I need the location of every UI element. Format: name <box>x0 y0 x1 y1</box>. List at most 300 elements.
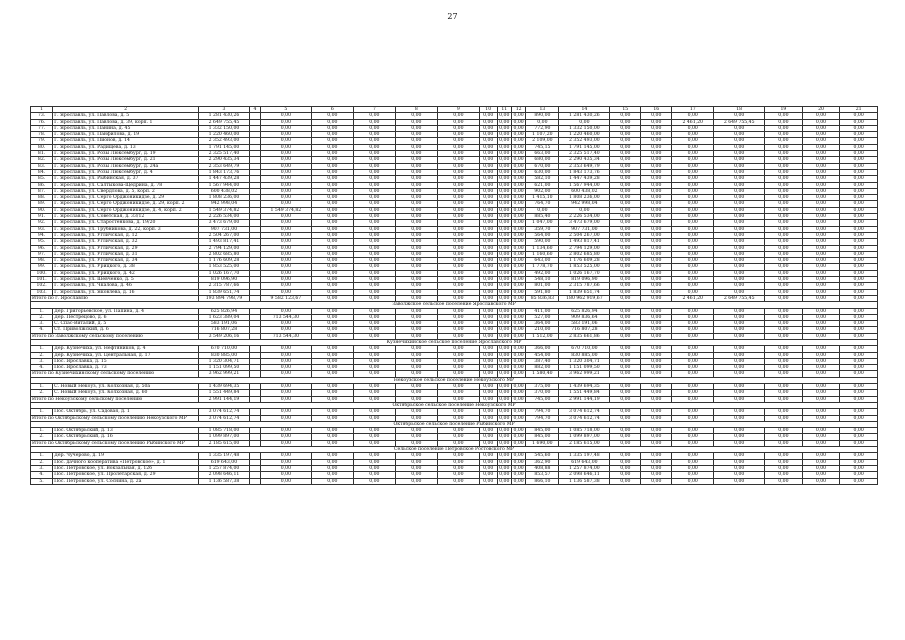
table-cell: 0,00 <box>610 157 641 163</box>
table-cell: 0,00 <box>497 283 511 289</box>
table-cell: 0,00 <box>497 182 511 188</box>
table-cell: 0,00 <box>497 151 511 157</box>
table-cell: 0,00 <box>765 396 803 402</box>
table-cell: Ст. Приволжский, д. 6 <box>53 327 199 333</box>
table-cell: 0,00 <box>511 125 525 131</box>
table-cell: 1 853 525,00 <box>199 264 250 270</box>
table-cell: 0,00 <box>511 182 525 188</box>
table-cell: 830 885,00 <box>559 352 610 358</box>
table-cell: 0,00 <box>672 327 714 333</box>
table-cell: Пос. Октябрьский, д. 13 <box>53 428 199 434</box>
table-cell: 2 226 534,00 <box>199 214 250 220</box>
table-cell: 0,00 <box>497 251 511 257</box>
table-cell: 0,00 <box>641 232 672 238</box>
table-cell: 0,00 <box>641 157 672 163</box>
table-cell: 0,00 <box>802 270 840 276</box>
table-cell: 0,00 <box>437 251 479 257</box>
table-cell: 0,00 <box>497 333 511 339</box>
table-cell: 2 794 129,00 <box>559 245 610 251</box>
table-cell: 0,00 <box>260 270 311 276</box>
table-cell: Г. Ярославль, ул. Угличская, д. 12 <box>53 232 199 238</box>
table-cell: 0,00 <box>437 182 479 188</box>
table-cell: 0,00 <box>802 258 840 264</box>
table-cell: 0,00 <box>610 163 641 169</box>
table-cell: 13 <box>526 107 559 113</box>
table-cell: 0,00 <box>802 125 840 131</box>
table-cell: 0,00 <box>610 220 641 226</box>
table-cell: 0,00 <box>353 327 395 333</box>
table-cell: 0,00 <box>802 119 840 125</box>
table-cell: 0,00 <box>311 138 353 144</box>
table-cell: 801,00 <box>526 283 559 289</box>
table-cell: 0,00 <box>610 346 641 352</box>
table-cell: 0,00 <box>765 409 803 415</box>
table-cell: 0,00 <box>672 132 714 138</box>
table-cell: 2 226 534,00 <box>559 214 610 220</box>
table-cell: 0,00 <box>840 207 878 213</box>
table-cell: 0,00 <box>641 195 672 201</box>
table-cell: 0,00 <box>672 163 714 169</box>
table-cell: Г. Ярославль, ул. Панина, д. 45 <box>53 125 199 131</box>
table-cell: 0,00 <box>641 138 672 144</box>
table-cell: 0,00 <box>395 472 437 478</box>
table-cell: 0,00 <box>714 195 765 201</box>
table-cell: 0,00 <box>714 157 765 163</box>
table-cell: 0,00 <box>672 314 714 320</box>
table-cell: 0,00 <box>672 283 714 289</box>
table-cell: 0,00 <box>479 195 497 201</box>
table-cell: 0,00 <box>353 157 395 163</box>
table-cell: 670,00 <box>526 163 559 169</box>
table-cell: 0,00 <box>497 270 511 276</box>
table-cell: 0,00 <box>765 295 803 301</box>
table-cell: 0,00 <box>260 384 311 390</box>
table-cell: 907 731,00 <box>559 226 610 232</box>
table-cell: 0,00 <box>353 371 395 377</box>
table-cell: 0,00 <box>479 157 497 163</box>
table-cell: 1 134,60 <box>526 245 559 251</box>
table-cell: 0,00 <box>497 176 511 182</box>
table-cell: 0,00 <box>610 371 641 377</box>
table-cell: 0,00 <box>479 132 497 138</box>
table-cell: 0,00 <box>511 358 525 364</box>
table-cell: 0,00 <box>714 232 765 238</box>
table-cell: 670 710,00 <box>199 346 250 352</box>
table-cell: 2 185 615,00 <box>199 440 250 446</box>
table-cell: 20 <box>802 107 840 113</box>
table-cell: 0,00 <box>802 220 840 226</box>
table-cell: 0,00 <box>437 465 479 471</box>
table-cell: 0,00 <box>437 232 479 238</box>
table-cell: 0,00 <box>802 232 840 238</box>
table-cell: 0,00 <box>641 214 672 220</box>
table-cell: 0,00 <box>479 144 497 150</box>
table-cell: 0,00 <box>802 226 840 232</box>
table-cell: Г. Ярославль, ул. Панфилова, д. 19 <box>53 132 199 138</box>
table-cell: 0,00 <box>260 415 311 421</box>
table-cell: 0,00 <box>353 277 395 283</box>
table-cell: 0,00 <box>395 201 437 207</box>
table-cell: 0,00 <box>479 415 497 421</box>
table-cell: 600 438,02 <box>559 188 610 194</box>
table-cell: 0,00 <box>802 440 840 446</box>
table-cell: 0,00 <box>479 314 497 320</box>
table-cell: 0,00 <box>765 277 803 283</box>
table-cell: 0,00 <box>840 465 878 471</box>
table-cell: 0,00 <box>479 327 497 333</box>
table-cell: 0,00 <box>311 321 353 327</box>
table-cell: 0,00 <box>311 176 353 182</box>
table-cell: 0,00 <box>610 195 641 201</box>
table-cell: 0,00 <box>353 409 395 415</box>
table-cell: 3 074 612,74 <box>199 415 250 421</box>
table-cell: 0,00 <box>311 182 353 188</box>
table-cell: 0,00 <box>497 220 511 226</box>
table-cell: 3 074 612,74 <box>559 415 610 421</box>
table-cell: 0,00 <box>840 232 878 238</box>
table-cell: Г. Ярославль, ул. Серго Орджоникидзе, д. 4, корп. 2 <box>53 207 199 213</box>
table-cell: 0,00 <box>526 119 559 125</box>
table-cell: 0,00 <box>714 396 765 402</box>
table-cell: 0,00 <box>714 434 765 440</box>
table-cell: 0,00 <box>672 321 714 327</box>
capital-repair-table <box>30 106 878 485</box>
table-cell: 0,00 <box>802 465 840 471</box>
table-cell: 0,00 <box>511 459 525 465</box>
table-cell: 0,00 <box>672 390 714 396</box>
table-cell: 1 549 374,82 <box>199 207 250 213</box>
table-cell: 0,00 <box>260 182 311 188</box>
table-cell: 81. <box>31 151 53 157</box>
table-cell: Г. Ярославль, ул. Розы Люксембург, д. 24а <box>53 163 199 169</box>
table-cell: 0,00 <box>511 201 525 207</box>
table-cell: 0,00 <box>610 232 641 238</box>
table-cell: 0,00 <box>497 264 511 270</box>
table-cell: 0,00 <box>802 264 840 270</box>
table-cell: 0,00 <box>610 239 641 245</box>
table-cell: 0,00 <box>802 113 840 119</box>
table-cell: 0,00 <box>311 214 353 220</box>
table-cell: 0,00 <box>395 195 437 201</box>
table-cell: 0,00 <box>511 327 525 333</box>
table-cell: 0,00 <box>765 472 803 478</box>
table-cell: 0,00 <box>672 371 714 377</box>
table-cell: 0,00 <box>672 277 714 283</box>
table-cell: 0,00 <box>395 352 437 358</box>
table-cell: 0,00 <box>511 428 525 434</box>
table-cell: 0,00 <box>437 201 479 207</box>
table-cell: 19 <box>765 107 803 113</box>
table-cell: 0,00 <box>802 428 840 434</box>
table-cell: 0,00 <box>353 295 395 301</box>
table-cell: 0,00 <box>437 371 479 377</box>
table-cell: 2 315 787,66 <box>199 283 250 289</box>
table-cell: 0,00 <box>714 251 765 257</box>
table-cell: Итого по Кузнечихинскому сельскому поселению <box>31 371 199 377</box>
table-cell: 9 582 123,67 <box>260 295 311 301</box>
table-cell: 0,00 <box>511 440 525 446</box>
table-cell: 1. <box>31 308 53 314</box>
table-cell: 0,00 <box>802 396 840 402</box>
table-cell: 0,00 <box>353 283 395 289</box>
table-cell: 545,60 <box>526 453 559 459</box>
table-cell: 0,00 <box>765 232 803 238</box>
table-cell: 0,00 <box>260 163 311 169</box>
table-cell: 0,00 <box>641 163 672 169</box>
table-cell: 0,00 <box>672 245 714 251</box>
table-cell: 0,00 <box>311 371 353 377</box>
table-cell: 1 551 449,84 <box>559 390 610 396</box>
table-body <box>31 107 878 485</box>
table-cell: 0,00 <box>260 365 311 371</box>
table-cell: 0,00 <box>395 371 437 377</box>
table-cell: 4. <box>31 327 53 333</box>
table-cell: 0,00 <box>260 264 311 270</box>
table-cell: 0,00 <box>497 390 511 396</box>
table-cell: 0,00 <box>802 478 840 484</box>
table-cell: 90. <box>31 207 53 213</box>
table-cell: 0,00 <box>311 384 353 390</box>
table-cell: 0,00 <box>395 384 437 390</box>
table-cell: Г. Ярославль, ул. Урицкого, д. 42 <box>53 270 199 276</box>
table-cell: 6 <box>311 107 353 113</box>
table-cell: 2 325 517,40 <box>199 151 250 157</box>
table-cell: Г. Ярославль, ул. Советская, д. 33/12 <box>53 214 199 220</box>
table-cell: 0,00 <box>714 459 765 465</box>
table-cell: 0,00 <box>641 308 672 314</box>
table-cell: 0,00 <box>714 358 765 364</box>
table-cell: 794,70 <box>526 409 559 415</box>
table-cell: 2 185 615,00 <box>559 440 610 446</box>
table-cell: 0,00 <box>511 113 525 119</box>
table-cell: 0,00 <box>802 333 840 339</box>
table-cell: 0,00 <box>260 119 311 125</box>
table-cell: 0,00 <box>610 125 641 131</box>
table-cell: 0,00 <box>311 465 353 471</box>
table-cell: 0,00 <box>641 390 672 396</box>
table-cell: 1 567 944,00 <box>559 182 610 188</box>
table-cell: 78. <box>31 132 53 138</box>
table-cell: 0,00 <box>672 258 714 264</box>
table-cell: 0,00 <box>765 333 803 339</box>
table-cell: 0,00 <box>641 384 672 390</box>
table-cell: 0,00 <box>479 333 497 339</box>
table-cell: 0,00 <box>479 264 497 270</box>
table-cell: 0,00 <box>765 182 803 188</box>
table-cell: 0,00 <box>765 207 803 213</box>
table-cell: 0,00 <box>395 453 437 459</box>
table-cell: 0,00 <box>641 321 672 327</box>
table-cell: Г. Ярославль, ул. Чкалова, д. 46 <box>53 283 199 289</box>
table-cell: 0,00 <box>765 321 803 327</box>
table-cell: 0,00 <box>765 138 803 144</box>
table-cell: 1 136 587,38 <box>559 478 610 484</box>
table-cell: 0,00 <box>260 195 311 201</box>
table-cell: 0,00 <box>511 478 525 484</box>
table-cell: 0,00 <box>714 113 765 119</box>
table-cell: 0,00 <box>765 195 803 201</box>
table-cell: 0,00 <box>610 333 641 339</box>
table-cell: 680,00 <box>526 157 559 163</box>
table-cell: 0,00 <box>641 270 672 276</box>
table-cell: 564,00 <box>526 232 559 238</box>
table-cell: 0,00 <box>672 138 714 144</box>
table-cell: 2 098 646,11 <box>199 472 250 478</box>
table-cell: 0,00 <box>714 472 765 478</box>
table-cell: 0,00 <box>479 258 497 264</box>
table-cell: 0,00 <box>260 220 311 226</box>
table-cell: 387,40 <box>526 358 559 364</box>
table-cell: 0,00 <box>610 245 641 251</box>
table-cell: 0,00 <box>714 277 765 283</box>
table-cell: 0,00 <box>840 277 878 283</box>
table-cell: 0,00 <box>497 365 511 371</box>
table-cell: 0,00 <box>802 308 840 314</box>
table-cell: 0,00 <box>765 220 803 226</box>
table-cell: 0,00 <box>765 289 803 295</box>
table-cell: 0,00 <box>311 472 353 478</box>
table-cell: 0,00 <box>479 440 497 446</box>
table-cell: 0,00 <box>672 365 714 371</box>
table-cell: Г. Ярославль, ул. Серго Орджоникидзе, д. 29 <box>53 195 199 201</box>
table-cell: 0,00 <box>714 226 765 232</box>
table-cell: 0,00 <box>497 465 511 471</box>
table-cell: 0,00 <box>802 409 840 415</box>
table-cell: 0,00 <box>802 472 840 478</box>
table-cell: 0,00 <box>714 264 765 270</box>
table-cell: 3 962 999,21 <box>559 371 610 377</box>
table-cell: 0,00 <box>840 163 878 169</box>
table-cell: 0,00 <box>311 151 353 157</box>
page-number: 27 <box>447 12 458 21</box>
table-cell: 0,00 <box>714 132 765 138</box>
table-cell: 0,00 <box>395 308 437 314</box>
table-cell: Г. Ярославль, ул. Серго Орджоникидзе, д. 29, корп. 2 <box>53 201 199 207</box>
table-cell: 0,00 <box>437 214 479 220</box>
table-cell: 0,00 <box>497 188 511 194</box>
table-cell: 0,00 <box>497 415 511 421</box>
table-cell: 0,00 <box>840 258 878 264</box>
table-cell: 0,00 <box>260 327 311 333</box>
table-cell: 0,00 <box>672 346 714 352</box>
table-cell: 1 549 374,82 <box>260 207 311 213</box>
table-cell: 0,00 <box>672 409 714 415</box>
table-cell: 582,10 <box>526 176 559 182</box>
table-cell: Дер. Чучерово, д. 19 <box>53 453 199 459</box>
table-cell: 84. <box>31 169 53 175</box>
table-cell: 0,00 <box>765 384 803 390</box>
table-cell: 1 281 430,26 <box>199 113 250 119</box>
table-cell: 0,00 <box>511 245 525 251</box>
table-cell: 548,10 <box>526 277 559 283</box>
table-cell: 0,00 <box>802 182 840 188</box>
table-cell: 1 047,00 <box>526 220 559 226</box>
table-cell: 0,00 <box>311 453 353 459</box>
table-cell: 0,00 <box>311 314 353 320</box>
table-cell: 0,00 <box>511 321 525 327</box>
table-cell: 1 335 197,48 <box>559 453 610 459</box>
table-cell: 0,00 <box>479 409 497 415</box>
table-cell: Г. Ярославль, ул. Старостенкова, д. 19/20 <box>53 220 199 226</box>
table-cell: 3 074 612,74 <box>559 409 610 415</box>
table-cell: Заволжское сельское поселение Ярославского МР <box>31 302 878 308</box>
table-cell: 0,00 <box>672 270 714 276</box>
table-cell: 0,00 <box>511 352 525 358</box>
table-cell: 0,00 <box>765 390 803 396</box>
table-cell: 1 151 099,50 <box>199 365 250 371</box>
table-cell: Кузнечихинское сельское поселение Ярославского МР <box>31 339 878 345</box>
table-cell: 0,00 <box>641 314 672 320</box>
table-cell: 0,00 <box>802 321 840 327</box>
table-cell: Дер. Пестрецово, д. 6 <box>53 314 199 320</box>
table-cell: 0,00 <box>479 119 497 125</box>
table-cell: 0,00 <box>311 283 353 289</box>
table-cell: 364,00 <box>526 321 559 327</box>
table-cell <box>249 478 260 484</box>
table-cell: 0,00 <box>714 138 765 144</box>
table-cell: 0,00 <box>765 327 803 333</box>
table-cell: 0,00 <box>353 428 395 434</box>
table-cell: 0,00 <box>610 321 641 327</box>
table-cell: 0,00 <box>395 358 437 364</box>
table-cell: 1 551 449,84 <box>199 390 250 396</box>
table-cell: 0,00 <box>395 251 437 257</box>
table-cell: 0,00 <box>840 176 878 182</box>
table-cell: 0,00 <box>395 390 437 396</box>
table-cell: 0,00 <box>802 188 840 194</box>
table-cell: 0,00 <box>672 264 714 270</box>
table-cell: 0,00 <box>672 176 714 182</box>
table-cell: Итого по Некоузскому сельскому поселению <box>31 396 199 402</box>
table-cell: 0,00 <box>511 207 525 213</box>
table-cell: 0,00 <box>353 264 395 270</box>
table-cell: 0,00 <box>437 453 479 459</box>
table-cell: 0,00 <box>641 295 672 301</box>
table-cell: 0,00 <box>395 440 437 446</box>
table-cell: 0,00 <box>641 132 672 138</box>
table-cell: Октябрьское сельское поселение Рыбинского МР <box>31 421 878 427</box>
table-cell: 0,00 <box>802 327 840 333</box>
table-cell: 1 808 236,00 <box>559 195 610 201</box>
table-cell: 0,00 <box>353 333 395 339</box>
table-cell: 0,00 <box>353 163 395 169</box>
table-cell: 0,00 <box>765 434 803 440</box>
table-cell: 1. <box>31 428 53 434</box>
table-cell: 0,00 <box>641 201 672 207</box>
table-cell: 0,00 <box>641 188 672 194</box>
table-cell: 14 <box>559 107 610 113</box>
table-cell: 1 580,40 <box>526 371 559 377</box>
table-cell: 0,00 <box>353 176 395 182</box>
table-cell: 86. <box>31 182 53 188</box>
table-cell: 0,00 <box>260 188 311 194</box>
table-cell: 0,00 <box>610 283 641 289</box>
table-cell: 0,00 <box>353 434 395 440</box>
table-cell: 713 544,30 <box>260 333 311 339</box>
table-cell: 0,00 <box>479 125 497 131</box>
table-cell: 0,00 <box>840 428 878 434</box>
table-cell: 4. <box>31 365 53 371</box>
table-cell: 0,00 <box>497 409 511 415</box>
table-cell: 0,00 <box>479 365 497 371</box>
table-cell: 0,00 <box>672 188 714 194</box>
table-cell: 0,00 <box>765 453 803 459</box>
table-cell: 0,00 <box>437 151 479 157</box>
table-cell: 0,00 <box>479 371 497 377</box>
table-cell: 2 504 267,00 <box>199 232 250 238</box>
table-cell: 0,00 <box>497 440 511 446</box>
table-cell: 2 353 649,79 <box>559 163 610 169</box>
